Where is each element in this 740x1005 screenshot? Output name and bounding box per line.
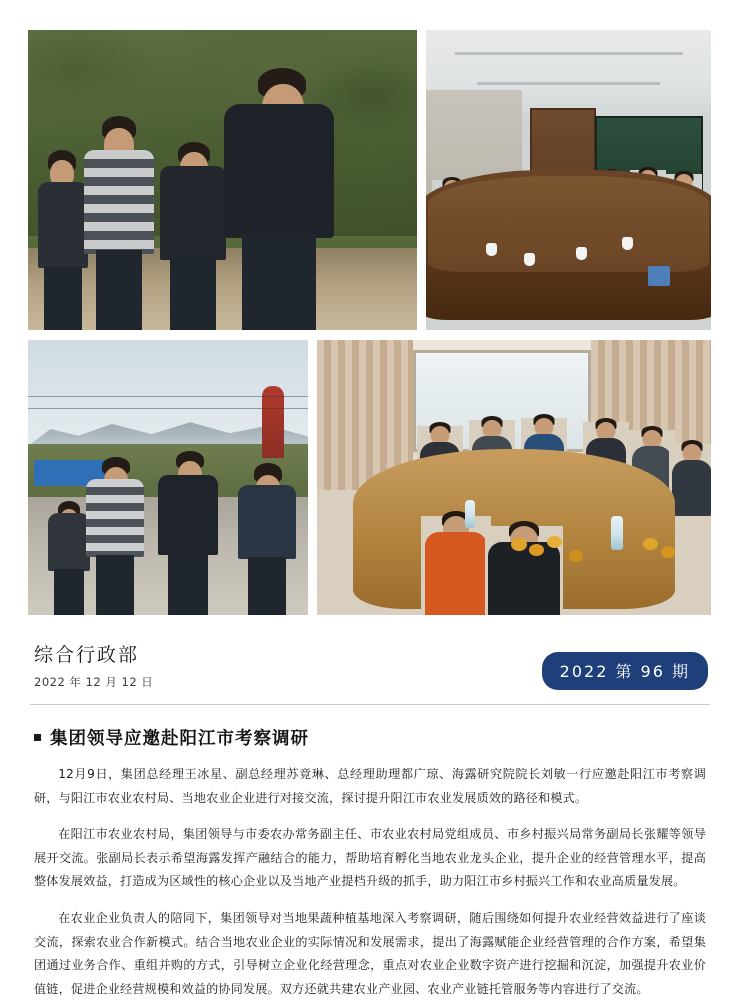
issue-badge: 2022 第 96 期 [542, 652, 708, 690]
person-4-speaker [224, 68, 336, 330]
attendee-foreground-orange [421, 516, 491, 615]
person-3 [156, 134, 230, 330]
teacup [576, 247, 587, 260]
department-block [34, 643, 153, 690]
water-bottle [465, 500, 475, 528]
photo-row-top [28, 30, 712, 330]
article-headline: 集团领导应邀赴阳江市考察调研 [50, 729, 309, 750]
fruit [547, 536, 562, 548]
square-bullet-icon [34, 734, 41, 741]
photo-grid [28, 0, 712, 615]
teacup [524, 253, 535, 266]
department-name: 综合行政部 [34, 644, 140, 666]
masthead-row [28, 643, 712, 690]
fruit [511, 538, 527, 551]
tissue-box [648, 266, 670, 286]
person-3-black-jacket [156, 451, 220, 615]
water-bottle [611, 516, 623, 550]
person-4-backpack [236, 463, 298, 615]
fruit [643, 538, 658, 550]
photo-roadside-discussion [28, 340, 308, 615]
fruit [569, 550, 583, 562]
conference-table [426, 170, 711, 320]
fruit [661, 546, 675, 558]
person-2 [82, 116, 156, 330]
divider [30, 704, 710, 705]
teacup [486, 243, 497, 256]
photo-roundtable-meeting [317, 340, 711, 615]
article-paragraph-1: 12月9日，集团总经理王冰星、副总经理苏竟琳、总经理助理都广琼、海露研究院院长刘敏一行应邀赴阳江市考察调研，与阳江市农业农村局、当地农业企业进行对接交流，探讨提升阳江市农业发展质效的路径和模式。 [34, 767, 706, 805]
article-paragraph-2: 在阳江市农业农村局，集团领导与市委农办常务副主任、市农业农村局党组成员、市乡村振兴局常务副局长张耀等领导展开交流。张副局长表示希望海露发挥产融结合的能力，帮助培育孵化当地农业龙头企业，提升企业的经营管理水平，提高整体发展效益，打造成为区域性的核心企业以及当地产业提档升级的抓手，助力阳江市乡村振兴工作和农业高质量发展。 [34, 827, 706, 889]
photo-meeting-room-long-table [426, 30, 711, 330]
fruit [529, 544, 544, 556]
teacup [622, 237, 633, 250]
article-paragraph-3: 在农业企业负责人的陪同下，集团领导对当地果蔬种植基地深入考察调研，随后围绕如何提升农业经营效益进行了座谈交流，探索农业合作新模式。结合当地农业企业的实际情况和发展需求，提出了海露赋能企业经营管理的合作方案，希望集团通过业务合作、重组并购的方式，引导树立企业化经营理念，重点对农业企业数字资产进行挖掘和沉淀，加强提升农业价值链，促进企业经营规模和效益的协同发展。双方还就共建农业产业园、农业产业链托管服务等内容进行了交流。 [34, 911, 706, 996]
attendee [669, 444, 711, 522]
headline-row [34, 725, 706, 750]
publish-date: 2022 年 12 月 12 日 [34, 674, 154, 689]
person-2-striped [84, 457, 146, 615]
photo-field-discussion [28, 30, 417, 330]
photo-row-bottom [28, 340, 712, 615]
article [28, 725, 712, 1001]
